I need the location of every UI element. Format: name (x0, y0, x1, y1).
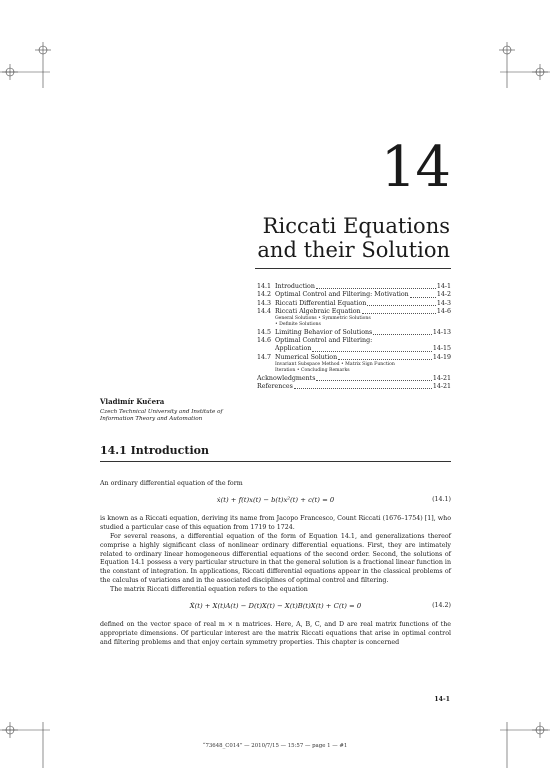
paragraph-reasons: For several reasons, a differential equation of the form of Equation 14.1, and generalizations thereof comprise a highly significant class of nonlinear ordinary differential equations. First, they are intimately related to ordinary linear homogeneous differential equations of the second order. Second, the solutions of Equation 14.1 possess a very particular structure in that the general solution is a fractional linear function in the constant of integration. In applications, Riccati differential equations appear in the classical problems of the calculus of variations and in the associated disciplines of optimal control and filtering. (100, 532, 451, 585)
toc-subentries: Iteration • Concluding Remarks (275, 368, 350, 374)
author-name: Vladimír Kučera (100, 397, 165, 406)
equation-14-1-number: (14.1) (432, 495, 451, 503)
paragraph-riccati-name: is known as a Riccati equation, deriving its name from Jacopo Francesco, Count Riccati (1676–1754) [1], who studied a particular case of this equation from 1719 to 1724. (100, 514, 451, 531)
toc-leader-dots (362, 313, 436, 314)
toc-entry-page: 14-21 (432, 374, 451, 382)
toc-entry-title: Acknowledgments (257, 374, 316, 382)
toc-entry[interactable] (257, 337, 451, 345)
author-block (100, 397, 255, 423)
toc-entry-title: Riccati Differential Equation (275, 299, 367, 307)
crop-mark-top-right (490, 40, 550, 90)
section-rule (100, 461, 451, 462)
toc-leader-dots (316, 288, 436, 289)
toc-entry-number: 14.2 (257, 291, 272, 299)
toc-entry-title: Limiting Behavior of Solutions (275, 328, 373, 336)
crop-mark-top-left (0, 40, 60, 90)
toc-entry-number: 14.1 (257, 283, 272, 290)
chapter-title-line2: and their Solution (257, 238, 450, 262)
chapter-title-line1: Riccati Equations (262, 214, 450, 238)
equation-14-2-number: (14.2) (432, 602, 451, 610)
toc-entry[interactable] (257, 291, 451, 299)
toc-leader-dots (373, 334, 432, 335)
toc-entry-title: References (257, 382, 293, 390)
paragraph-intro: An ordinary differential equation of the form (100, 480, 243, 487)
toc-entry-title: Introduction (275, 283, 315, 290)
author-affiliation (100, 409, 255, 423)
toc-entry-page: 14-2 (436, 291, 451, 299)
equation-14-2-text: Ẋ(t) + X(t)A(t) − D(t)X(t) − X(t)B(t)X(t) + C(t) = 0 (189, 602, 362, 611)
toc-entry[interactable] (257, 329, 451, 337)
toc-entry-page: 14-19 (432, 353, 451, 361)
toc-subentries: Invariant Subspace Method • Matrix Sign Function (275, 361, 395, 367)
print-footer: “73648_C014” — 2010/7/15 — 15:57 — page 1 — #1 (202, 743, 348, 749)
toc-entry-number: 14.3 (257, 299, 272, 307)
paragraph-matrix-riccati: The matrix Riccati differential equation refers to the equation (110, 586, 308, 594)
toc-entry-page: 14-15 (432, 345, 451, 353)
toc-leader-dots (294, 388, 432, 389)
toc-subentries: • Definite Solutions (275, 322, 321, 328)
toc-entry-number: 14.5 (257, 328, 272, 336)
toc-entry-title: Numerical Solution (275, 353, 338, 361)
affiliation-line2: Information Theory and Automation (100, 416, 203, 423)
equation-14-1-text: ẋ(t) + f(t)x(t) − b(t)x²(t) + c(t) = 0 (216, 495, 335, 504)
equation-14-1 (100, 489, 451, 515)
chapter-number: 14 (380, 135, 450, 200)
toc-entry[interactable] (257, 300, 451, 308)
toc-entry[interactable] (257, 283, 451, 291)
page-number: 14-1 (434, 696, 450, 703)
toc-leader-dots (338, 359, 432, 360)
toc-entry[interactable] (257, 308, 451, 316)
toc-leader-dots (316, 380, 431, 381)
toc-entry[interactable] (257, 345, 451, 353)
paragraph-definition: defined on the vector space of real m × n matrices. Here, A, B, C, and D are real matrix functions of the appropriate dimensions. Of particular interest are the matrix Riccati equations that arise in optimal control and filtering problems and that enjoy certain symmetry properties. This chapter is concerned (100, 621, 451, 646)
toc-entry-title: Optimal Control and Filtering: Motivation (275, 291, 409, 299)
title-rule (255, 268, 451, 269)
toc-leader-dots (312, 351, 432, 352)
toc-entry-number: 14.4 (257, 307, 272, 315)
toc-entry-page: 14-3 (436, 299, 451, 307)
toc-entry[interactable] (257, 354, 451, 362)
toc-entry-title: Optimal Control and Filtering: (275, 337, 373, 345)
toc-entry-page: 14-13 (432, 328, 451, 336)
toc-leader-dots (410, 297, 436, 298)
affiliation-line1: Czech Technical University and Institute of (100, 409, 223, 415)
chapter-title (257, 214, 450, 262)
toc-entry-number: 14.6 (257, 337, 272, 345)
section-heading: 14.1 Introduction (100, 444, 209, 457)
toc-entry-page: 14-1 (436, 283, 451, 290)
toc-entry-title: Application (275, 345, 312, 353)
toc-entry-page: 14-21 (432, 382, 451, 390)
equation-14-2 (100, 595, 451, 621)
toc-entry-title: Riccati Algebraic Equation (275, 307, 361, 315)
toc-entry-page: 14-6 (436, 307, 451, 315)
toc-entry[interactable] (257, 383, 451, 391)
toc-subentries: General Solutions • Symmetric Solutions (275, 316, 371, 322)
toc-entry[interactable] (257, 375, 451, 383)
table-of-contents (257, 283, 451, 391)
body-text (100, 480, 451, 648)
toc-entry-number: 14.7 (257, 353, 272, 361)
toc-leader-dots (367, 305, 436, 306)
